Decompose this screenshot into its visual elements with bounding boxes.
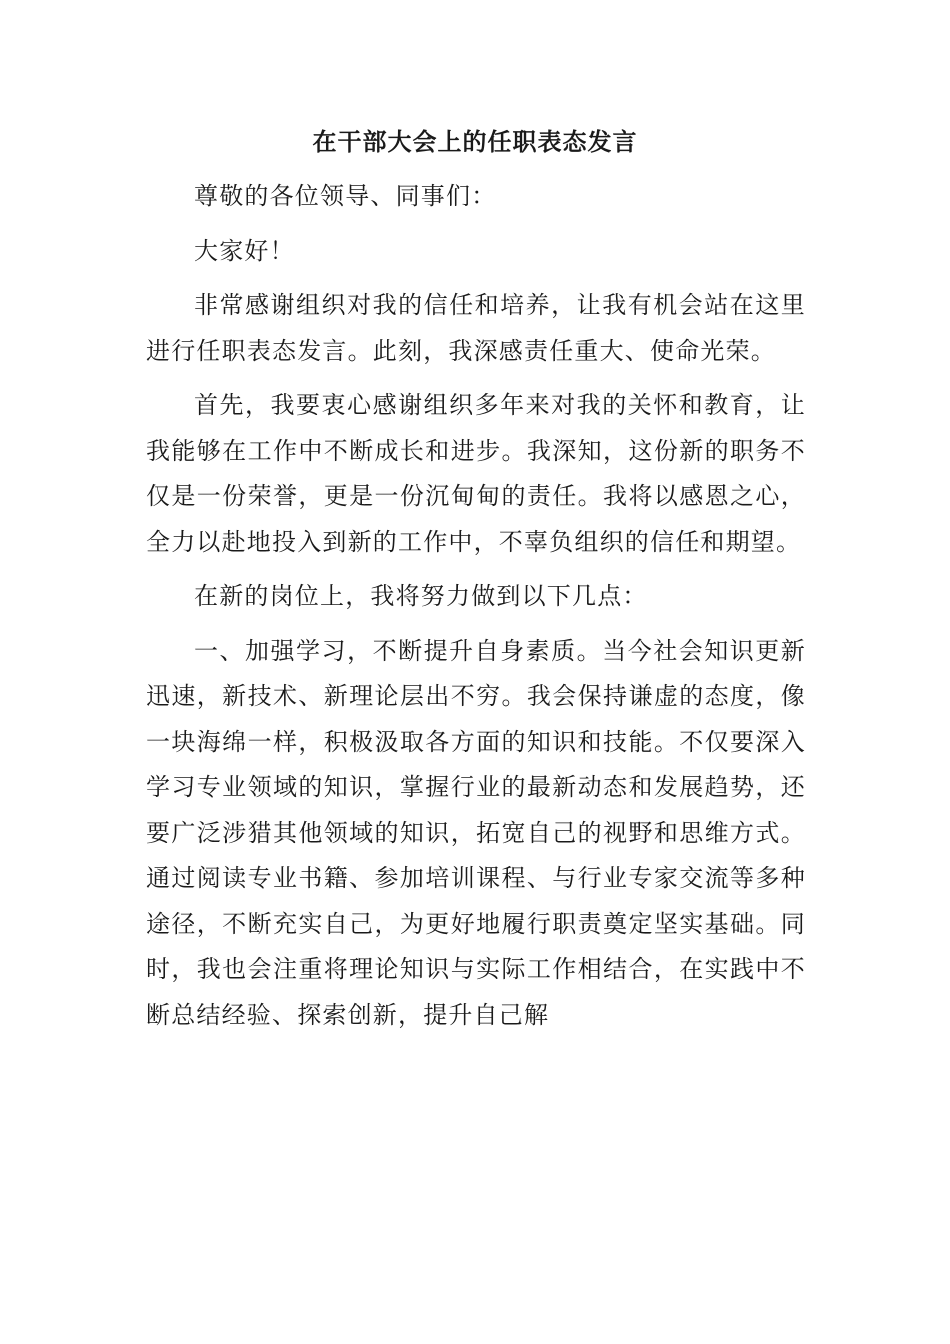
greeting-paragraph: 大家好！ [194, 236, 295, 265]
thanks-paragraph: 非常感谢组织对我的信任和培养，让我有机会站在这里进行任职表态发言。此刻，我深感责任重大、使命光荣。 [146, 291, 806, 365]
document-body [146, 174, 806, 1047]
point-one-paragraph: 一、加强学习，不断提升自身素质。当今社会知识更新迅速，新技术、新理论层出不穷。我会保持谦虚的态度，像一块海绵一样，积极汲取各方面的知识和技能。不仅要深入学习专业领域的知识，掌握行业的最新动态和发展趋势，还要广泛涉猎其他领域的知识，拓宽自己的视野和思维方式。通过阅读专业书籍、参加培训课程、与行业专家交流等多种途径，不断充实自己，为更好地履行职责奠定坚实基础。同时，我也会注重将理论知识与实际工作相结合，在实践中不断总结经验、探索创新，提升自己解 [146, 636, 806, 1029]
commitment-intro-paragraph: 在新的岗位上，我将努力做到以下几点： [194, 582, 648, 610]
salutation-paragraph: 尊敬的各位领导、同事们： [194, 182, 497, 210]
gratitude-paragraph: 首先，我要衷心感谢组织多年来对我的关怀和教育，让我能够在工作中不断成长和进步。我深知，这份新的职务不仅是一份荣誉，更是一份沉甸甸的责任。我将以感恩之心，全力以赴地投入到新的工作中，不辜负组织的信任和期望。 [146, 391, 806, 556]
document-title: 在干部大会上的任职表态发言 [312, 127, 638, 156]
